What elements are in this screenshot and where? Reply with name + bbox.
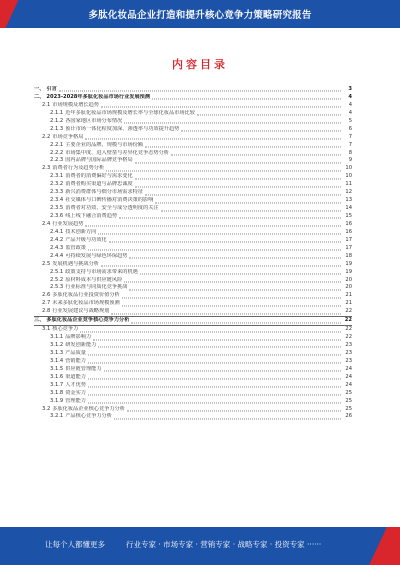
toc-dot-leader (119, 218, 341, 219)
toc-dot-leader (101, 107, 341, 108)
toc-entry[interactable] (34, 205, 352, 213)
toc-entry[interactable] (34, 197, 352, 205)
toc-entry-title: 发展机遇与挑战分析 (52, 260, 99, 267)
toc-entry-page: 23 (345, 357, 352, 364)
toc-entry-number: 2.5 (42, 260, 51, 267)
toc-dot-leader (88, 250, 341, 251)
toc-entry[interactable] (34, 126, 352, 134)
toc-entry-number: 2.2.2 (50, 149, 64, 156)
toc-entry-number: 2.7 (42, 300, 51, 307)
toc-entry-number: 3.1.1 (50, 334, 64, 341)
toc-entry[interactable] (34, 350, 352, 358)
toc-entry-page: 24 (345, 381, 352, 388)
toc-entry-number: 二、 (34, 93, 45, 100)
toc-entry[interactable] (34, 221, 352, 229)
toc-entry-title: 行业发展趋势 (52, 220, 84, 227)
toc-entry-number: 2.4.4 (50, 252, 64, 259)
toc-entry-page: 20 (345, 284, 352, 291)
toc-entry-title: 资金实力 (65, 389, 86, 396)
toc-dot-leader (145, 147, 341, 148)
toc-entry-page: 4 (348, 109, 352, 116)
toc-dot-leader (155, 202, 341, 203)
toc-entry-page: 11 (345, 181, 352, 188)
toc-entry-page: 7 (348, 141, 352, 148)
toc-entry-title: 多肽化妆品企业核心竞争力分析 (52, 405, 125, 412)
toc-entry[interactable] (34, 189, 352, 197)
toc-entry-page: 5 (348, 117, 352, 124)
toc-entry-number: 2.8 (42, 308, 51, 315)
toc-entry-title: 消费者的消费偏好与需求变化 (65, 173, 133, 180)
toc-entry-title: 市场竞争格局 (52, 133, 84, 140)
toc-entry-page: 23 (345, 349, 352, 356)
toc-entry-page: 22 (345, 308, 352, 315)
toc-entry-title: 国内品牌与国际品牌竞争格局 (65, 157, 133, 164)
toc-entry-page: 19 (345, 268, 352, 275)
toc-entry-number: 2.2 (42, 133, 51, 140)
toc-entry[interactable] (34, 366, 352, 374)
toc-dot-leader (85, 139, 341, 140)
toc-entry[interactable] (34, 142, 352, 150)
toc-entry[interactable] (34, 150, 352, 158)
toc-entry-number: 2.2.1 (50, 141, 64, 148)
toc-dot-leader (88, 403, 341, 404)
toc-entry-page: 22 (344, 317, 352, 324)
toc-entry-page: 21 (345, 292, 352, 299)
toc-dot-leader (88, 379, 341, 380)
toc-entry-title: 线上线下融合消费趋势 (65, 213, 118, 219)
toc-entry[interactable] (34, 181, 352, 189)
toc-entry[interactable] (34, 86, 352, 94)
toc-dot-leader (122, 297, 341, 298)
toc-entry[interactable] (34, 358, 352, 366)
footer-services: 行业专家 · 市场专家 · 营销专家 · 战略专家 · 投资专家 ······ (126, 540, 322, 549)
toc-dot-leader (152, 99, 341, 100)
toc-entry-page: 16 (345, 228, 352, 235)
toc-entry-number: 2.6 (42, 292, 51, 299)
toc-entry-number: 3.1.8 (50, 389, 64, 396)
toc-entry-title: 人才优势 (65, 381, 86, 388)
toc-entry-number: 3.1 (42, 326, 51, 333)
toc-entry-title: 监管政策 (65, 244, 86, 251)
toc-entry-title: 多肽化妆品行业投资价值分析 (52, 292, 120, 299)
toc-entry-number: 3.2 (42, 405, 51, 412)
toc-dot-leader (80, 331, 341, 332)
toc-dot-leader (93, 339, 341, 340)
toc-entry-page: 17 (345, 236, 352, 243)
toc-entry-title: 消费者购买渠道与品牌忠诚度 (65, 181, 133, 188)
toc-entry-page: 24 (345, 365, 352, 372)
toc-entry-page: 20 (345, 276, 352, 283)
toc-entry-title: 品牌影响力 (65, 334, 92, 341)
toc-dot-leader (111, 313, 341, 314)
toc-entry[interactable] (34, 94, 352, 102)
toc-entry-page: 4 (348, 93, 352, 100)
toc-entry-number: 2.3.3 (50, 189, 64, 196)
toc-dot-leader (197, 115, 341, 116)
toc-dot-leader (140, 274, 341, 275)
toc-entry[interactable] (34, 334, 352, 342)
toc-entry-page: 22 (345, 334, 352, 341)
toc-entry-number: 3.1.3 (50, 349, 64, 356)
toc-entry[interactable] (34, 118, 352, 126)
toc-entry-page: 16 (345, 220, 352, 227)
toc-dot-leader (88, 363, 341, 364)
toc-entry-page: 24 (345, 373, 352, 380)
toc-entry[interactable] (34, 382, 352, 390)
toc-entry-page: 25 (345, 389, 352, 396)
toc-entry-number: 2.3.2 (50, 181, 64, 188)
toc-entry-title: 供应链管理能力 (65, 365, 102, 372)
toc-entry-title: 多肽化妆品企业竞争核心竞争力分析 (46, 317, 130, 324)
toc-dot-leader (85, 226, 341, 227)
toc-dot-leader (59, 91, 341, 92)
toc-entry-page: 14 (345, 205, 352, 212)
toc-dot-leader (145, 194, 341, 195)
toc-dot-leader (106, 170, 341, 171)
toc-entry-number: 2.4.1 (50, 228, 64, 235)
toc-entry-number: 2.1.2 (50, 117, 64, 124)
toc-entry-number: 三、 (34, 317, 45, 324)
toc-dot-leader (122, 305, 341, 306)
toc-entry-page: 18 (345, 252, 352, 259)
toc-entry-title: 营销能力 (65, 357, 86, 364)
toc-entry-page: 21 (345, 300, 352, 307)
toc-entry[interactable] (34, 390, 352, 398)
toc-entry-number: 3.1.6 (50, 373, 64, 380)
toc-dot-leader (161, 210, 341, 211)
toc-entry[interactable] (34, 308, 352, 316)
toc-entry[interactable] (34, 300, 352, 308)
toc-entry[interactable] (34, 326, 352, 334)
toc-dot-leader (171, 154, 341, 155)
toc-entry-page: 25 (345, 405, 352, 412)
toc-entry-number: 3.1.2 (50, 342, 64, 348)
toc-entry-title: 产品升级与功效化 (65, 236, 107, 243)
toc-entry-title: 产品核心竞争力分析 (65, 413, 112, 420)
toc-dot-leader (127, 410, 341, 411)
toc-entry-page: 22 (345, 326, 352, 333)
toc-entry[interactable] (34, 213, 352, 221)
toc-entry-number: 3.2.1 (50, 413, 64, 420)
toc-dot-leader (101, 266, 341, 267)
toc-dot-leader (131, 322, 341, 323)
toc-dot-leader (135, 186, 341, 187)
toc-entry[interactable] (34, 229, 352, 237)
toc-entry-title: 各国家地区市场分布情况 (65, 117, 123, 124)
page-header (0, 0, 400, 28)
toc-dot-leader (88, 387, 341, 388)
toc-entry-page: 26 (345, 413, 352, 420)
toc-dot-leader (124, 123, 341, 124)
toc-dot-leader (88, 355, 341, 356)
toc-entry[interactable] (34, 284, 352, 292)
toc-entry-number: 2.1 (42, 101, 51, 108)
toc-dot-leader (88, 395, 341, 396)
toc-entry-title: 2023-2028年多肽化妆品市场行业发展预测 (46, 93, 151, 100)
toc-entry-page: 19 (345, 260, 352, 267)
toc-entry-title: 消费者行为及趋势分析 (52, 165, 105, 172)
toc-entry-page: 9 (348, 157, 352, 164)
toc-entry[interactable] (34, 134, 352, 142)
toc-entry-title: 行业标准与同质化竞争挑战 (65, 284, 128, 291)
toc-entry-number: 2.5.1 (50, 268, 64, 275)
toc-entry-title: 消费者对功效、安全与成分透明度的关注 (65, 205, 159, 212)
toc-entry[interactable] (34, 374, 352, 382)
toc-entry-number: 2.3.6 (50, 213, 64, 219)
toc-entry-title: 可持续发展与绿色环保趋势 (65, 252, 128, 259)
toc-entry-title: 引言 (46, 86, 57, 92)
toc-entry[interactable] (34, 102, 352, 110)
toc-entry-number: 2.3.5 (50, 205, 64, 212)
toc-entry-page: 13 (345, 197, 352, 204)
report-title: 多肽化妆品企业打造和提升核心竞争力策略研究报告 (88, 10, 312, 21)
toc-entry-page: 12 (345, 189, 352, 196)
toc-entry-number: 一、 (34, 86, 45, 92)
toc-dot-leader (135, 162, 341, 163)
toc-entry[interactable] (34, 342, 352, 350)
toc-entry-title: 主要企业的品牌、规模与市场份额 (65, 141, 144, 148)
toc-entry-title: 技术创新方向 (65, 228, 97, 235)
toc-dot-leader (98, 234, 341, 235)
toc-entry-title: 政策支持与市场需求带来的机遇 (65, 268, 138, 275)
toc-entry[interactable] (34, 406, 352, 414)
toc-entry-page: 10 (345, 165, 352, 172)
toc-entry-number: 2.3.4 (50, 197, 64, 204)
toc-entry-number: 2.3 (42, 165, 51, 172)
toc-entry-title: 管理能力 (65, 397, 86, 404)
toc-entry[interactable] (34, 269, 352, 277)
toc-entry-title: 预计市场一体化程度加深、渗透率与功效提升趋势 (65, 125, 180, 132)
toc-entry-title: 近年多肽化妆品市场规模及增长率与全球化妆品市场比较 (65, 109, 195, 116)
toc-dot-leader (109, 242, 341, 243)
toc-entry[interactable] (34, 261, 352, 269)
toc-dot-leader (181, 131, 341, 132)
toc-entry-page: 15 (345, 213, 352, 219)
toc-entry[interactable] (34, 316, 352, 326)
toc-dot-leader (129, 289, 341, 290)
toc-entry-title: 产品质量 (65, 349, 86, 356)
toc-entry[interactable] (34, 110, 352, 118)
toc-entry-page: 17 (345, 244, 352, 251)
toc-entry-title: 新兴消费群体与细分市场需求特征 (65, 189, 144, 196)
toc-entry-number: 3.1.4 (50, 357, 64, 364)
toc-entry-number: 3.1.5 (50, 365, 64, 372)
toc-dot-leader (114, 418, 341, 419)
toc-entry[interactable] (34, 277, 352, 285)
footer-slogan: 让每个人都懂更多 (45, 540, 105, 549)
toc-entry-number: 3.1.9 (50, 397, 64, 404)
toc-entry[interactable] (34, 292, 352, 300)
toc-entry-title: 社交媒体与口碑传播对消费决策的影响 (65, 197, 154, 204)
toc-entry[interactable] (34, 413, 352, 421)
toc-entry[interactable] (34, 173, 352, 181)
toc-entry-number: 2.3.1 (50, 173, 64, 180)
toc-dot-leader (124, 281, 341, 282)
toc-entry-page: 6 (348, 125, 352, 132)
toc-entry[interactable] (34, 157, 352, 165)
toc-entry-page: 3 (348, 86, 352, 92)
toc-entry[interactable] (34, 165, 352, 173)
toc-entry[interactable] (34, 398, 352, 406)
toc-entry[interactable] (34, 253, 352, 261)
toc-entry-title: 行业发展建议与战略规划 (52, 308, 110, 315)
toc-entry-page: 25 (345, 397, 352, 404)
toc-entry-page: 7 (348, 133, 352, 140)
toc-entry[interactable] (34, 237, 352, 245)
footer-accent (369, 527, 400, 565)
toc-entry-number: 2.4.3 (50, 244, 64, 251)
toc-entry-title: 原材料成本与供应链风险 (65, 276, 123, 283)
toc-entry-number: 2.1.1 (50, 109, 64, 116)
toc-entry-title: 市场集中度、进入壁垒与差异化竞争态势分析 (65, 149, 169, 156)
toc-entry-page: 8 (348, 149, 352, 156)
toc-entry-title: 渠道能力 (65, 373, 86, 380)
table-of-contents (34, 86, 352, 421)
toc-entry-number: 2.5.2 (50, 276, 64, 283)
toc-entry-title: 研发创新能力 (65, 342, 97, 348)
toc-entry-page: 23 (345, 342, 352, 348)
page-footer (0, 527, 400, 565)
toc-entry-number: 3.1.7 (50, 381, 64, 388)
toc-entry-page: 10 (345, 173, 352, 180)
toc-heading: 内容目录 (172, 58, 228, 71)
toc-entry-number: 2.1.3 (50, 125, 64, 132)
toc-dot-leader (104, 371, 341, 372)
toc-entry-number: 2.4.2 (50, 236, 64, 243)
toc-entry-title: 核心竞争力 (52, 326, 79, 333)
toc-entry-number: 2.5.3 (50, 284, 64, 291)
toc-dot-leader (129, 258, 341, 259)
toc-entry-title: 未来多肽化妆品市场规模预测 (52, 300, 120, 307)
toc-entry-number: 2.4 (42, 220, 51, 227)
toc-entry-title: 市场规模及增长趋势 (52, 101, 99, 108)
toc-dot-leader (98, 347, 341, 348)
toc-entry[interactable] (34, 245, 352, 253)
toc-entry-page: 4 (348, 101, 352, 108)
toc-entry-number: 2.2.3 (50, 157, 64, 164)
toc-dot-leader (135, 178, 341, 179)
